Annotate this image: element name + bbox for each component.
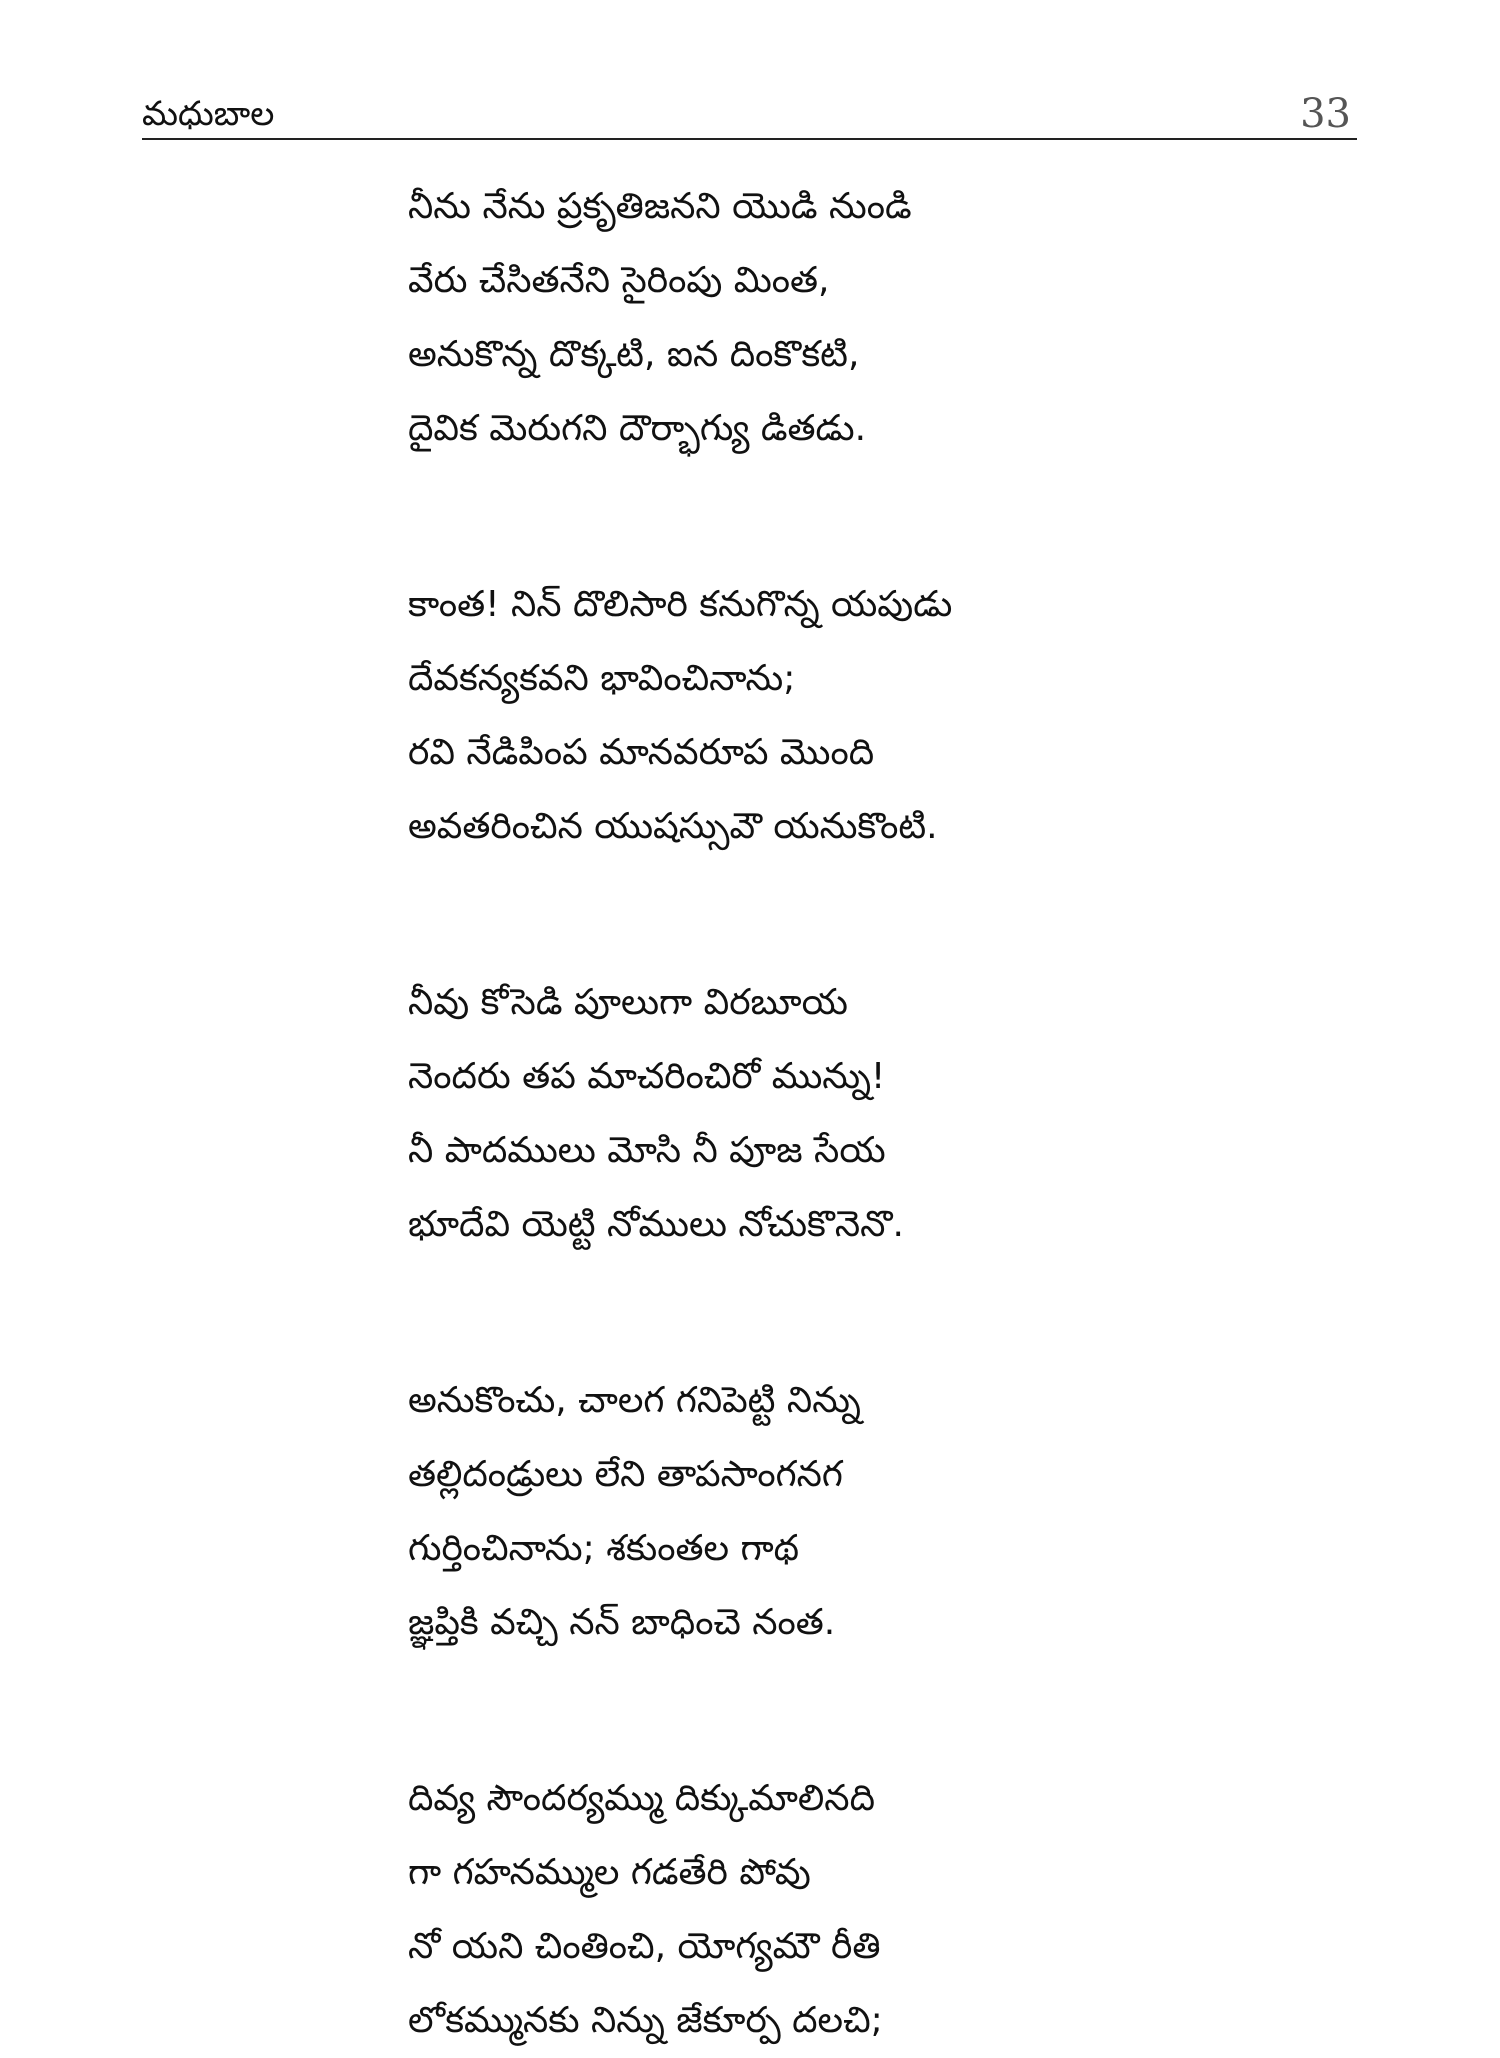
verse-line: నీ పాదములు మోసి నీ పూజ సేయ [408,1130,886,1171]
verse-line: లోకమ్మునకు నిన్ను జేకూర్ప దలచి; [408,2000,883,2041]
stanza [408,966,1108,1262]
verse-line: దివ్య సౌందర్యమ్ము దిక్కుమాలినది [408,1778,875,1819]
verse-line: దేవకన్యకవని భావించినాను; [408,658,796,699]
verse-line: గా గహనమ్ముల గడతేరి పోవు [408,1852,811,1893]
book-title: మధుబాల [142,94,275,134]
stanza [408,1762,1108,2058]
verse-line: తల్లిదండ్రులు లేని తాపసాంగనగ [408,1454,843,1495]
verse-line: నీవు కోసెడి పూలుగా విరబూయ [408,982,848,1023]
verse-line: అనుకొంచు, చాలగ గనిపెట్టి నిన్ను [408,1380,861,1421]
verse-line: నీను నేను ప్రకృతిజనని యొడి నుండి [408,186,912,227]
verse-line: దైవిక మెరుగని దౌర్భాగ్యు డితడు. [408,408,867,449]
poem-body [408,170,1108,2058]
verse-line: నో యని చింతించి, యోగ్యమౌ రీతి [408,1926,881,1967]
verse-line: వేరు చేసితనేని సైరింపు మింత, [408,260,830,301]
verse-line: కాంత! నిన్ దొలిసారి కనుగొన్న యపుడు [408,584,953,625]
verse-line: రవి నేడిపింప మానవరూప మొంది [408,732,875,773]
verse-line: గుర్తించినాను; శకుంతల గాథ [408,1528,800,1569]
running-header [142,82,1357,140]
verse-line: భూదేవి యెట్టి నోములు నోచుకొనెనొ. [408,1204,904,1245]
verse-line: నెందరు తప మాచరించిరో మున్ను! [408,1056,886,1097]
stanza [408,568,1108,864]
verse-line: అనుకొన్న దొక్కటి, ఐన దింకొకటి, [408,334,860,375]
stanza [408,170,1108,466]
header-rule [142,138,1357,140]
page-number: 33 [1300,91,1351,137]
stanza [408,1364,1108,1660]
verse-line: జ్ఞప్తికి వచ్చి నన్ బాధించె నంత. [408,1602,836,1643]
verse-line: అవతరించిన యుషస్సువౌ యనుకొంటి. [408,806,938,847]
